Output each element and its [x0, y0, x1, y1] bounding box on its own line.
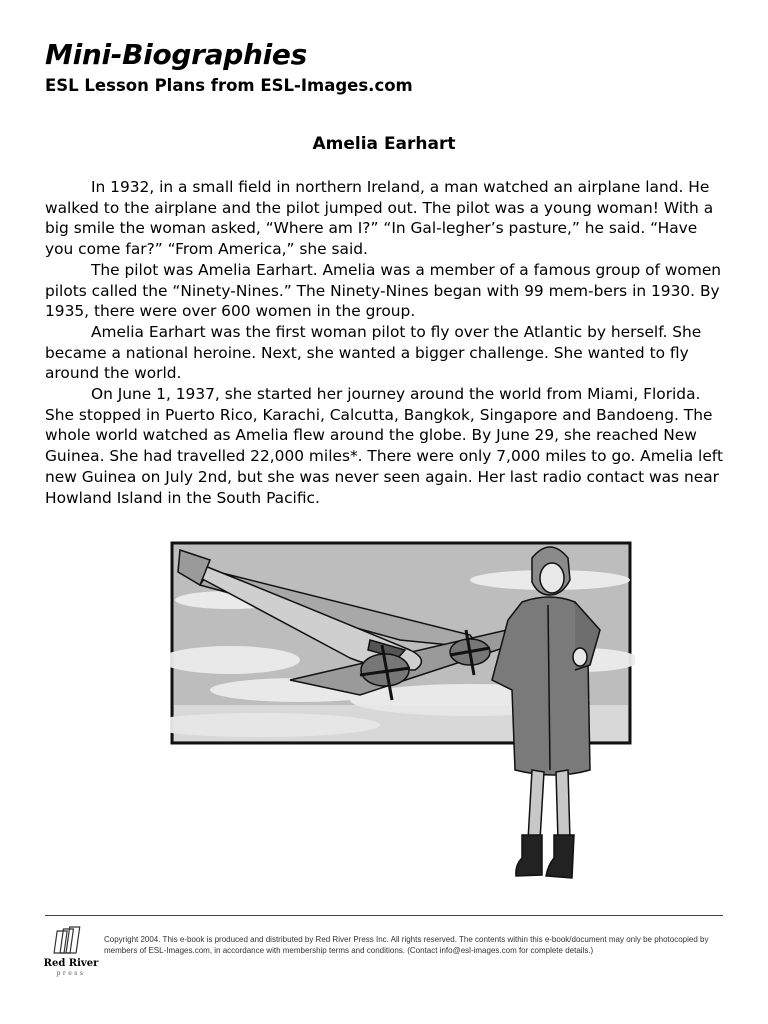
airplane-and-pilot-illustration: [170, 540, 635, 890]
logo-name: Red River: [43, 958, 99, 969]
paragraph-2: The pilot was Amelia Earhart. Amelia was a member of a famous group of women pilots called the “Ninety-Nines.” The Ninety-Nines began with 99 mem-bers in 1930. By 1935, there were over 600 women in the group.: [45, 260, 722, 321]
article-body: [45, 177, 729, 508]
footer-divider: [45, 915, 723, 916]
article-heading: Amelia Earhart: [312, 134, 456, 154]
page-subtitle: ESL Lesson Plans from ESL-Images.com: [45, 76, 413, 95]
paragraph-1: In 1932, in a small field in northern Ireland, a man watched an airplane land. He walked to the airplane and the pilot jumped out. The pilot was a young woman! With a big smile the woman asked, “Where am I?” “In Gal-legher’s pasture,” he said. “Have you come far?” “From America,” she said.: [45, 178, 714, 259]
logo-sub: press: [56, 970, 86, 977]
copyright-notice: Copyright 2004. This e-book is produced and distributed by Red River Press Inc. All rights reserved. The contents within this e-book/document may only be photocopied by members of ESL-Images.com, in accordance with membership terms and conditions. (Contact info@esl-images.com for complete details.): [104, 935, 709, 955]
paragraph-4: On June 1, 1937, she started her journey around the world from Miami, Florida. She stopped in Puerto Rico, Karachi, Calcutta, Bangkok, Singapore and Bandoeng. The whole world watched as Amelia flew around the globe. By June 29, she reached New Guinea. She had travelled 22,000 miles*. There were only 7,000 miles to go. Amelia left new Guinea on July 2nd, but she was never seen again. Her last radio contact was near Howland Island in the South Pacific.: [45, 385, 723, 507]
page-title: Mini-Biographies: [45, 38, 307, 71]
paragraph-3: Amelia Earhart was the first woman pilot to fly over the Atlantic by herself. She became a national heroine. Next, she wanted a bigger challenge. She wanted to fly around the world.: [45, 322, 702, 383]
